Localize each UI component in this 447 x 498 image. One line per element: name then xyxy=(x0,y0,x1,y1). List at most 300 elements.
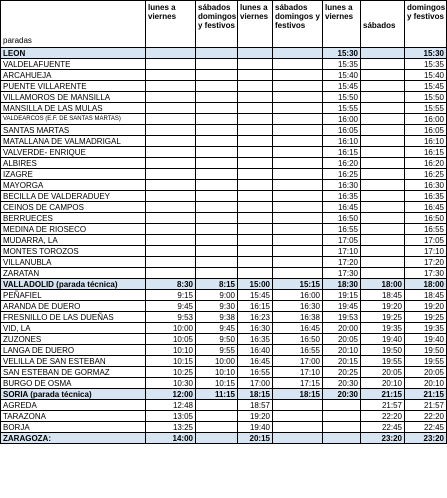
time-cell: 15:15 xyxy=(273,279,323,290)
time-cell: 18:57 xyxy=(238,400,273,411)
time-cell xyxy=(238,180,273,191)
time-cell xyxy=(146,235,196,246)
time-cell: 10:10 xyxy=(196,367,238,378)
table-row xyxy=(1,114,447,125)
time-cell xyxy=(238,59,273,70)
time-cell: 15:45 xyxy=(238,290,273,301)
time-cell xyxy=(196,103,238,114)
stop-name: VALLADOLID (parada técnica) xyxy=(1,279,146,290)
time-cell: 16:30 xyxy=(405,180,447,191)
time-cell xyxy=(238,257,273,268)
time-cell: 16:45 xyxy=(405,202,447,213)
time-cell: 19:50 xyxy=(405,345,447,356)
time-cell: 17:15 xyxy=(273,378,323,389)
time-cell: 21:57 xyxy=(405,400,447,411)
stop-name: ALBIRES xyxy=(1,158,146,169)
stop-name: LANGA DE DUERO xyxy=(1,345,146,356)
time-cell xyxy=(146,158,196,169)
table-row xyxy=(1,103,447,114)
time-cell: 15:50 xyxy=(405,92,447,103)
table-row xyxy=(1,378,447,389)
stop-name: MUDARRA, LA xyxy=(1,235,146,246)
time-cell xyxy=(273,125,323,136)
time-cell xyxy=(361,202,405,213)
time-cell: 9:55 xyxy=(196,345,238,356)
time-cell: 16:15 xyxy=(405,147,447,158)
time-cell: 12:00 xyxy=(146,389,196,400)
time-cell xyxy=(238,70,273,81)
time-cell xyxy=(196,48,238,59)
time-cell: 16:55 xyxy=(238,367,273,378)
time-cell: 11:15 xyxy=(196,389,238,400)
table-row xyxy=(1,70,447,81)
time-cell xyxy=(196,433,238,444)
time-cell xyxy=(196,92,238,103)
time-cell: 10:10 xyxy=(146,345,196,356)
table-row xyxy=(1,290,447,301)
time-cell: 16:30 xyxy=(238,323,273,334)
table-row xyxy=(1,433,447,444)
time-cell xyxy=(361,81,405,92)
time-cell: 15:50 xyxy=(323,92,361,103)
time-cell xyxy=(146,114,196,125)
time-cell: 16:00 xyxy=(273,290,323,301)
table-row xyxy=(1,136,447,147)
time-cell: 15:55 xyxy=(405,103,447,114)
time-cell xyxy=(323,433,361,444)
time-cell: 18:00 xyxy=(361,279,405,290)
time-cell: 15:35 xyxy=(405,59,447,70)
time-cell: 16:55 xyxy=(273,345,323,356)
header-col-4: sábados domingos y festivos xyxy=(273,1,323,48)
time-cell xyxy=(323,422,361,433)
stop-name: PEÑAFIEL xyxy=(1,290,146,301)
table-row xyxy=(1,224,447,235)
time-cell: 18:45 xyxy=(361,290,405,301)
time-cell xyxy=(273,169,323,180)
time-cell xyxy=(146,81,196,92)
time-cell: 8:30 xyxy=(146,279,196,290)
time-cell: 15:35 xyxy=(323,59,361,70)
stop-name: AGREDA xyxy=(1,400,146,411)
time-cell: 22:20 xyxy=(361,411,405,422)
time-cell xyxy=(196,191,238,202)
time-cell xyxy=(238,191,273,202)
time-cell xyxy=(361,136,405,147)
time-cell xyxy=(323,411,361,422)
stop-name: PUENTE VILLARENTE xyxy=(1,81,146,92)
time-cell: 15:55 xyxy=(323,103,361,114)
time-cell: 19:50 xyxy=(361,345,405,356)
time-cell xyxy=(361,125,405,136)
table-row xyxy=(1,147,447,158)
time-cell xyxy=(238,202,273,213)
stop-name: ZARATAN xyxy=(1,268,146,279)
time-cell: 19:40 xyxy=(361,334,405,345)
time-cell xyxy=(196,70,238,81)
time-cell: 10:25 xyxy=(146,367,196,378)
time-cell: 18:00 xyxy=(405,279,447,290)
time-cell xyxy=(196,400,238,411)
time-cell xyxy=(238,136,273,147)
time-cell xyxy=(273,114,323,125)
time-cell: 15:30 xyxy=(323,48,361,59)
time-cell xyxy=(146,169,196,180)
time-cell: 15:30 xyxy=(405,48,447,59)
time-cell: 20:10 xyxy=(405,378,447,389)
table-row xyxy=(1,158,447,169)
time-cell xyxy=(196,422,238,433)
time-cell: 23:20 xyxy=(361,433,405,444)
time-cell: 9:45 xyxy=(146,301,196,312)
table-row xyxy=(1,411,447,422)
time-cell xyxy=(361,103,405,114)
stop-name: VALDELAFUENTE xyxy=(1,59,146,70)
time-cell: 16:35 xyxy=(405,191,447,202)
table-row xyxy=(1,389,447,400)
time-cell xyxy=(273,92,323,103)
time-cell xyxy=(238,268,273,279)
time-cell xyxy=(273,147,323,158)
time-cell xyxy=(273,70,323,81)
time-cell: 16:55 xyxy=(323,224,361,235)
time-cell xyxy=(238,81,273,92)
time-cell: 18:45 xyxy=(405,290,447,301)
time-cell xyxy=(273,48,323,59)
time-cell: 9:00 xyxy=(196,290,238,301)
time-cell: 16:20 xyxy=(323,158,361,169)
stop-name: IZAGRE xyxy=(1,169,146,180)
time-cell xyxy=(146,213,196,224)
stop-name: VALDEARCOS (E.F. DE SANTAS MARTAS) xyxy=(1,114,146,125)
time-cell xyxy=(238,235,273,246)
header-col-2: sábados domingos y festivos xyxy=(196,1,238,48)
time-cell: 8:15 xyxy=(196,279,238,290)
time-cell xyxy=(196,257,238,268)
time-cell xyxy=(238,213,273,224)
time-cell xyxy=(238,246,273,257)
time-cell: 17:30 xyxy=(323,268,361,279)
time-cell: 19:25 xyxy=(405,312,447,323)
time-cell xyxy=(238,114,273,125)
time-cell xyxy=(146,246,196,257)
time-cell: 18:15 xyxy=(238,389,273,400)
time-cell: 16:20 xyxy=(405,158,447,169)
time-cell xyxy=(146,48,196,59)
header-row xyxy=(1,1,447,48)
time-cell: 20:30 xyxy=(323,389,361,400)
time-cell xyxy=(361,246,405,257)
time-cell: 9:15 xyxy=(146,290,196,301)
time-cell xyxy=(273,136,323,147)
time-cell xyxy=(273,268,323,279)
time-cell: 19:25 xyxy=(361,312,405,323)
table-row xyxy=(1,202,447,213)
time-cell: 21:15 xyxy=(361,389,405,400)
stop-name: ZARAGOZA: xyxy=(1,433,146,444)
time-cell xyxy=(273,81,323,92)
time-cell: 16:55 xyxy=(405,224,447,235)
stop-name: VELILLA DE SAN ESTEBAN xyxy=(1,356,146,367)
time-cell: 17:00 xyxy=(238,378,273,389)
time-cell: 16:38 xyxy=(273,312,323,323)
table-row xyxy=(1,125,447,136)
time-cell: 17:20 xyxy=(323,257,361,268)
header-col-7: domingos y festivos xyxy=(405,1,447,48)
time-cell: 16:45 xyxy=(323,202,361,213)
time-cell: 16:45 xyxy=(273,323,323,334)
time-cell: 22:20 xyxy=(405,411,447,422)
table-row xyxy=(1,213,447,224)
time-cell: 17:00 xyxy=(273,356,323,367)
stop-name: SAN ESTEBAN DE GORMAZ xyxy=(1,367,146,378)
time-cell: 16:50 xyxy=(405,213,447,224)
time-cell xyxy=(238,158,273,169)
header-col-1: lunes a viernes xyxy=(146,1,196,48)
stop-name: MONTES TOROZOS xyxy=(1,246,146,257)
stop-name: VILLANUBLA xyxy=(1,257,146,268)
table-row xyxy=(1,191,447,202)
table-row xyxy=(1,334,447,345)
header-col-5: lunes a viernes xyxy=(323,1,361,48)
stop-name: CEINOS DE CAMPOS xyxy=(1,202,146,213)
time-cell: 19:35 xyxy=(361,323,405,334)
time-cell: 9:30 xyxy=(196,301,238,312)
time-cell: 13:05 xyxy=(146,411,196,422)
time-cell xyxy=(361,224,405,235)
time-cell: 16:50 xyxy=(323,213,361,224)
table-row xyxy=(1,169,447,180)
time-cell xyxy=(361,158,405,169)
time-cell xyxy=(238,48,273,59)
stop-name: MAYORGA xyxy=(1,180,146,191)
time-cell: 16:00 xyxy=(323,114,361,125)
time-cell: 10:00 xyxy=(196,356,238,367)
time-cell xyxy=(273,422,323,433)
time-cell xyxy=(196,180,238,191)
time-cell xyxy=(146,70,196,81)
stop-name: BERRUECES xyxy=(1,213,146,224)
time-cell: 20:30 xyxy=(323,378,361,389)
time-cell: 17:10 xyxy=(323,246,361,257)
time-cell xyxy=(361,114,405,125)
table-row xyxy=(1,345,447,356)
table-row xyxy=(1,48,447,59)
time-cell: 19:35 xyxy=(405,323,447,334)
stop-name: VALVERDE- ENRIQUE xyxy=(1,147,146,158)
time-cell: 16:05 xyxy=(323,125,361,136)
time-cell xyxy=(238,224,273,235)
header-col-6: sábados xyxy=(361,1,405,48)
time-cell: 16:45 xyxy=(238,356,273,367)
stop-name: FRESNILLO DE LAS DUEÑAS xyxy=(1,312,146,323)
time-cell: 17:20 xyxy=(405,257,447,268)
time-cell: 10:15 xyxy=(146,356,196,367)
stop-name: MATALLANA DE VALMADRIGAL xyxy=(1,136,146,147)
time-cell: 10:00 xyxy=(146,323,196,334)
time-cell xyxy=(196,147,238,158)
time-cell xyxy=(361,191,405,202)
stop-name: BORJA xyxy=(1,422,146,433)
table-row xyxy=(1,81,447,92)
time-cell: 19:40 xyxy=(238,422,273,433)
time-cell xyxy=(361,213,405,224)
time-cell: 16:10 xyxy=(323,136,361,147)
time-cell: 19:55 xyxy=(405,356,447,367)
time-cell xyxy=(361,48,405,59)
time-cell: 14:00 xyxy=(146,433,196,444)
time-cell xyxy=(196,411,238,422)
time-cell xyxy=(196,125,238,136)
time-cell xyxy=(196,246,238,257)
time-cell: 20:15 xyxy=(238,433,273,444)
stop-name: ARCAHUEJA xyxy=(1,70,146,81)
time-cell: 21:15 xyxy=(405,389,447,400)
time-cell: 15:40 xyxy=(405,70,447,81)
time-cell: 16:05 xyxy=(405,125,447,136)
time-cell xyxy=(146,103,196,114)
time-cell xyxy=(196,158,238,169)
time-cell: 16:35 xyxy=(323,191,361,202)
time-cell xyxy=(146,92,196,103)
time-cell xyxy=(361,59,405,70)
time-cell: 19:20 xyxy=(405,301,447,312)
time-cell xyxy=(238,147,273,158)
table-row xyxy=(1,400,447,411)
time-cell: 20:25 xyxy=(323,367,361,378)
time-cell: 16:15 xyxy=(238,301,273,312)
time-cell xyxy=(238,169,273,180)
stop-name: ZUZONES xyxy=(1,334,146,345)
table-row xyxy=(1,323,447,334)
time-cell: 16:25 xyxy=(405,169,447,180)
table-row xyxy=(1,301,447,312)
time-cell xyxy=(238,125,273,136)
stop-name: SANTAS MARTAS xyxy=(1,125,146,136)
stop-name: VILLAMOROS DE MANSILLA xyxy=(1,92,146,103)
time-cell: 17:05 xyxy=(323,235,361,246)
time-cell xyxy=(196,81,238,92)
time-cell: 23:20 xyxy=(405,433,447,444)
time-cell xyxy=(146,191,196,202)
time-cell xyxy=(361,235,405,246)
time-cell: 20:10 xyxy=(361,378,405,389)
table-row xyxy=(1,279,447,290)
time-cell: 19:53 xyxy=(323,312,361,323)
time-cell: 10:05 xyxy=(146,334,196,345)
time-cell xyxy=(146,147,196,158)
time-cell xyxy=(146,202,196,213)
time-cell xyxy=(146,224,196,235)
time-cell: 20:15 xyxy=(323,356,361,367)
time-cell: 13:25 xyxy=(146,422,196,433)
time-cell xyxy=(273,224,323,235)
time-cell: 18:15 xyxy=(273,389,323,400)
time-cell xyxy=(273,180,323,191)
header-stops: paradas xyxy=(1,1,146,48)
time-cell xyxy=(273,411,323,422)
time-cell xyxy=(273,158,323,169)
time-cell: 10:15 xyxy=(196,378,238,389)
time-cell xyxy=(273,433,323,444)
time-cell xyxy=(146,257,196,268)
table-row xyxy=(1,422,447,433)
stop-name: TARAZONA xyxy=(1,411,146,422)
time-cell xyxy=(323,400,361,411)
time-cell: 19:20 xyxy=(361,301,405,312)
stop-name: MANSILLA DE LAS MULAS xyxy=(1,103,146,114)
time-cell xyxy=(238,103,273,114)
time-cell xyxy=(273,400,323,411)
time-cell: 16:30 xyxy=(323,180,361,191)
table-row xyxy=(1,367,447,378)
time-cell xyxy=(196,59,238,70)
time-cell xyxy=(196,235,238,246)
time-cell: 15:45 xyxy=(323,81,361,92)
stop-name: LEON xyxy=(1,48,146,59)
time-cell: 16:50 xyxy=(273,334,323,345)
time-cell: 19:40 xyxy=(405,334,447,345)
time-cell: 19:55 xyxy=(361,356,405,367)
time-cell xyxy=(273,213,323,224)
time-cell: 16:30 xyxy=(273,301,323,312)
time-cell xyxy=(196,268,238,279)
time-cell: 20:10 xyxy=(323,345,361,356)
time-cell: 20:00 xyxy=(323,323,361,334)
time-cell: 15:40 xyxy=(323,70,361,81)
stop-name: ARANDA DE DUERO xyxy=(1,301,146,312)
time-cell: 17:10 xyxy=(405,246,447,257)
time-cell: 9:45 xyxy=(196,323,238,334)
time-cell xyxy=(146,268,196,279)
time-cell xyxy=(196,224,238,235)
time-cell: 19:15 xyxy=(323,290,361,301)
time-cell xyxy=(273,257,323,268)
time-cell: 18:30 xyxy=(323,279,361,290)
time-cell: 17:05 xyxy=(405,235,447,246)
time-cell: 16:35 xyxy=(238,334,273,345)
time-cell xyxy=(361,268,405,279)
time-cell xyxy=(273,103,323,114)
time-cell xyxy=(273,191,323,202)
stop-name: SORIA (parada técnica) xyxy=(1,389,146,400)
table-row xyxy=(1,59,447,70)
time-cell: 22:45 xyxy=(405,422,447,433)
time-cell: 19:45 xyxy=(323,301,361,312)
time-cell: 16:23 xyxy=(238,312,273,323)
table-row xyxy=(1,257,447,268)
time-cell: 9:38 xyxy=(196,312,238,323)
time-cell: 17:10 xyxy=(273,367,323,378)
time-cell: 15:45 xyxy=(405,81,447,92)
time-cell: 16:10 xyxy=(405,136,447,147)
time-cell xyxy=(361,92,405,103)
time-cell xyxy=(273,235,323,246)
table-row xyxy=(1,356,447,367)
time-cell xyxy=(273,246,323,257)
table-row xyxy=(1,92,447,103)
time-cell: 12:48 xyxy=(146,400,196,411)
time-cell: 16:25 xyxy=(323,169,361,180)
table-row xyxy=(1,268,447,279)
time-cell: 15:00 xyxy=(238,279,273,290)
time-cell: 9:53 xyxy=(146,312,196,323)
stop-name: BURGO DE OSMA xyxy=(1,378,146,389)
time-cell: 10:30 xyxy=(146,378,196,389)
stop-name: MEDINA DE RIOSECO xyxy=(1,224,146,235)
time-cell xyxy=(273,202,323,213)
time-cell xyxy=(196,202,238,213)
